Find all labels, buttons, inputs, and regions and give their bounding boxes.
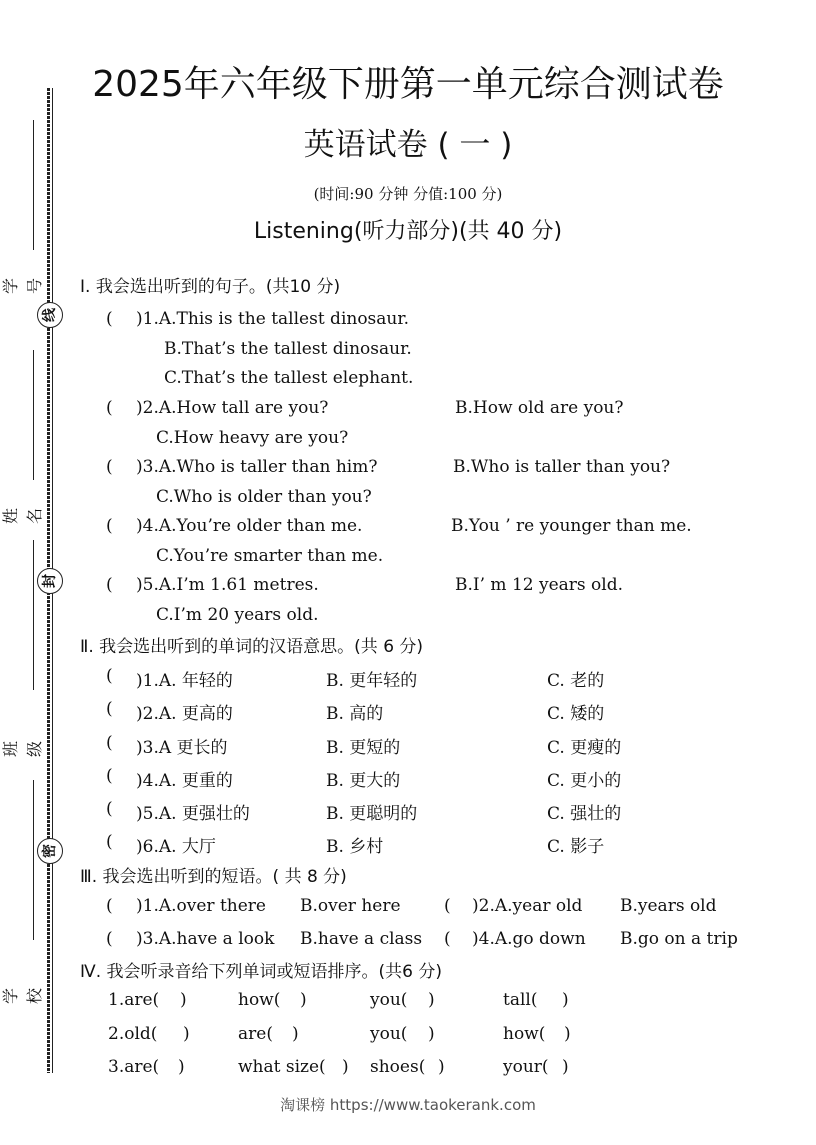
phrase-3-a: )3.A.have a look xyxy=(136,929,275,949)
vocab-6-c: C. 影子 xyxy=(547,837,605,857)
section-heading-1: Ⅰ. 我会选出听到的句子。(共10 分) xyxy=(80,277,341,297)
order-2-word-4[interactable]: how( xyxy=(503,1024,546,1044)
phrase-1-b: B.over here xyxy=(300,896,401,916)
order-1-word-4[interactable]: tall( xyxy=(503,990,538,1010)
vocab-4-a: )4.A. 更重的 xyxy=(136,771,233,791)
vocab-3-a: )3.A 更长的 xyxy=(136,738,228,758)
answer-paren[interactable]: ( xyxy=(106,457,113,477)
vocab-3-c: C. 更瘦的 xyxy=(547,738,622,758)
answer-paren[interactable]: ( xyxy=(106,309,113,329)
order-paren-close: ) xyxy=(564,1024,571,1044)
order-2-word-1[interactable]: 2.old( xyxy=(108,1024,158,1044)
answer-paren[interactable]: ( xyxy=(444,896,451,916)
order-1-word-1[interactable]: 1.are( xyxy=(108,990,160,1010)
question-3-c: C.Who is older than you? xyxy=(156,487,372,507)
vocab-2-c: C. 矮的 xyxy=(547,704,605,724)
vocab-6-b: B. 乡村 xyxy=(326,837,384,857)
order-2-word-2[interactable]: are( xyxy=(238,1024,273,1044)
seal-mi: 密 xyxy=(37,838,63,864)
order-paren-close: ) xyxy=(562,990,569,1010)
answer-paren[interactable]: ( xyxy=(106,896,113,916)
label-class: 班 级 xyxy=(1,741,44,758)
question-5-c: C.I’m 20 years old. xyxy=(156,605,319,625)
question-4-a: )4.A.You’re older than me. xyxy=(136,516,363,536)
seal-feng: 封 xyxy=(37,568,63,594)
order-paren-close: ) xyxy=(438,1057,445,1077)
order-paren-close: ) xyxy=(342,1057,349,1077)
label-name: 姓 名 xyxy=(1,508,44,525)
question-5-a: )5.A.I’m 1.61 metres. xyxy=(136,575,319,595)
phrase-3-b: B.have a class xyxy=(300,929,423,949)
question-3-b: B.Who is taller than you? xyxy=(453,457,671,477)
question-2-a: )2.A.How tall are you? xyxy=(136,398,329,418)
question-1-a: )1.A.This is the tallest dinosaur. xyxy=(136,309,410,329)
page-subtitle: 英语试卷 ( 一 ) xyxy=(303,127,513,163)
vocab-4-c: C. 更小的 xyxy=(547,771,622,791)
question-1-c: C.That’s the tallest elephant. xyxy=(164,368,414,388)
phrase-1-a: )1.A.over there xyxy=(136,896,266,916)
fill-line-school xyxy=(33,780,34,940)
order-paren-close: ) xyxy=(428,1024,435,1044)
fill-line-name xyxy=(33,350,34,480)
answer-paren[interactable]: ( xyxy=(444,929,451,949)
order-2-word-3[interactable]: you( xyxy=(370,1024,408,1044)
phrase-2-b: B.years old xyxy=(620,896,717,916)
vocab-3-b: B. 更短的 xyxy=(326,738,401,758)
footer-watermark: 淘课榜 https://www.taokerank.com xyxy=(280,1096,536,1114)
vocab-1-a: )1.A. 年轻的 xyxy=(136,671,233,691)
question-3-a: )3.A.Who is taller than him? xyxy=(136,457,378,477)
order-paren-close: ) xyxy=(292,1024,299,1044)
fill-line-class-top xyxy=(33,540,34,690)
answer-paren[interactable]: ( xyxy=(106,733,113,753)
section-heading-3: Ⅲ. 我会选出听到的短语。( 共 8 分) xyxy=(80,867,347,887)
question-2-c: C.How heavy are you? xyxy=(156,428,349,448)
section-heading-2: Ⅱ. 我会选出听到的单词的汉语意思。(共 6 分) xyxy=(80,637,424,657)
answer-paren[interactable]: ( xyxy=(106,398,113,418)
order-paren-close: ) xyxy=(180,990,187,1010)
vocab-2-a: )2.A. 更高的 xyxy=(136,704,233,724)
part-title: Listening(听力部分)(共 40 分) xyxy=(253,219,563,244)
answer-paren[interactable]: ( xyxy=(106,929,113,949)
vocab-5-b: B. 更聪明的 xyxy=(326,804,418,824)
phrase-4-b: B.go on a trip xyxy=(620,929,738,949)
page-title: 2025年六年级下册第一单元综合测试卷 xyxy=(92,64,724,105)
question-5-b: B.I’ m 12 years old. xyxy=(455,575,623,595)
label-school: 学 校 xyxy=(1,988,44,1005)
vocab-1-c: C. 老的 xyxy=(547,671,605,691)
phrase-4-a: )4.A.go down xyxy=(472,929,586,949)
order-paren-close: ) xyxy=(562,1057,569,1077)
question-2-b: B.How old are you? xyxy=(455,398,624,418)
answer-paren[interactable]: ( xyxy=(106,832,113,852)
answer-paren[interactable]: ( xyxy=(106,699,113,719)
exam-meta: (时间:90 分钟 分值:100 分) xyxy=(313,185,503,203)
order-paren-close: ) xyxy=(428,990,435,1010)
order-1-word-2[interactable]: how( xyxy=(238,990,281,1010)
order-3-word-2[interactable]: what size( xyxy=(238,1057,326,1077)
order-1-word-3[interactable]: you( xyxy=(370,990,408,1010)
vocab-4-b: B. 更大的 xyxy=(326,771,401,791)
section-heading-4: Ⅳ. 我会听录音给下列单词或短语排序。(共6 分) xyxy=(80,962,442,982)
phrase-2-a: )2.A.year old xyxy=(472,896,583,916)
order-paren-close: ) xyxy=(300,990,307,1010)
vocab-5-c: C. 强壮的 xyxy=(547,804,622,824)
vocab-5-a: )5.A. 更强壮的 xyxy=(136,804,250,824)
label-student-id: 学 号 xyxy=(1,278,44,295)
answer-paren[interactable]: ( xyxy=(106,666,113,686)
question-4-b: B.You ’ re younger than me. xyxy=(451,516,692,536)
answer-paren[interactable]: ( xyxy=(106,799,113,819)
vocab-1-b: B. 更年轻的 xyxy=(326,671,418,691)
vocab-6-a: )6.A. 大厅 xyxy=(136,837,216,857)
order-3-word-1[interactable]: 3.are( xyxy=(108,1057,160,1077)
order-3-word-3[interactable]: shoes( xyxy=(370,1057,426,1077)
vocab-2-b: B. 高的 xyxy=(326,704,384,724)
answer-paren[interactable]: ( xyxy=(106,516,113,536)
order-paren-close: ) xyxy=(178,1057,185,1077)
question-4-c: C.You’re smarter than me. xyxy=(156,546,384,566)
answer-paren[interactable]: ( xyxy=(106,575,113,595)
seal-xian: 线 xyxy=(37,302,63,328)
order-3-word-4[interactable]: your( xyxy=(503,1057,549,1077)
answer-paren[interactable]: ( xyxy=(106,766,113,786)
order-paren-close: ) xyxy=(183,1024,190,1044)
question-1-b: B.That’s the tallest dinosaur. xyxy=(164,339,412,359)
